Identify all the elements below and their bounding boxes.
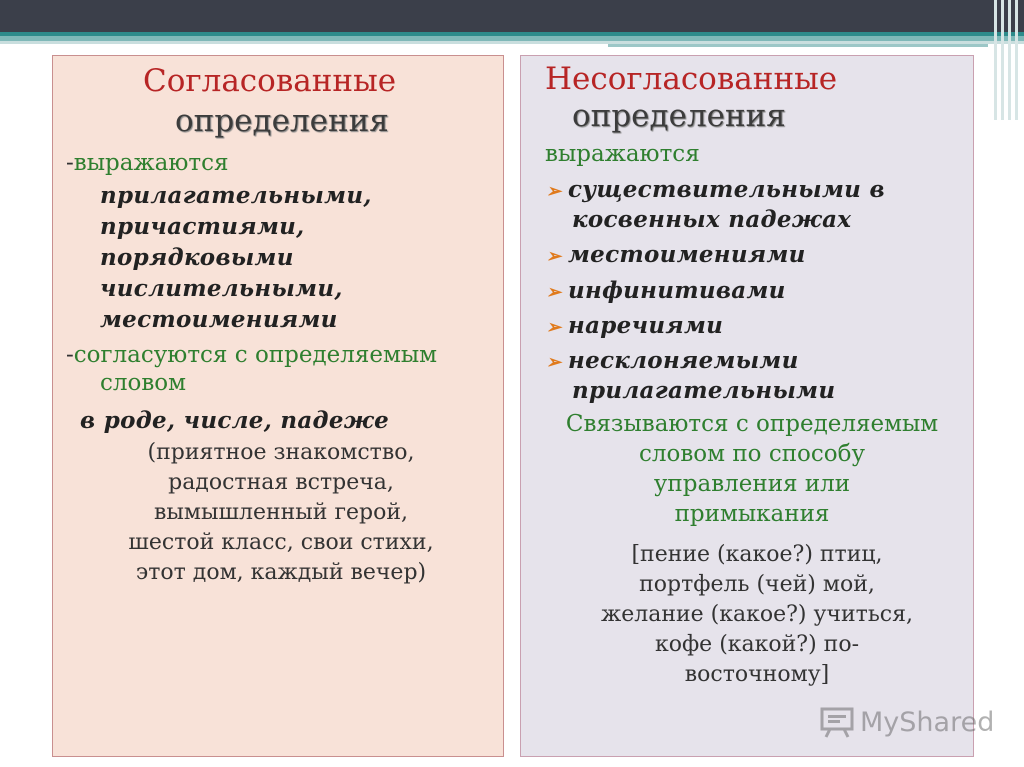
- right-title-line2: определения: [572, 98, 786, 134]
- agreement-features: в роде, числе, падеже: [80, 407, 390, 434]
- right-example: [пение (какое?) птиц,: [631, 542, 883, 567]
- right-example: восточному]: [684, 662, 830, 687]
- connection-line: управления или: [653, 471, 851, 497]
- left-expressed: [66, 150, 228, 177]
- left-examples: [66, 438, 496, 588]
- connection-line: словом по способу: [639, 441, 865, 467]
- dash: -: [66, 150, 74, 176]
- presentation-board-icon: [820, 706, 854, 738]
- left-agree-line2: словом: [100, 370, 187, 396]
- right-form: ➢ инфинитивами: [546, 276, 786, 308]
- left-example: шестой класс, свои стихи,: [128, 530, 434, 555]
- connection-line: Связываются с определяемым: [565, 411, 939, 437]
- left-form: числительными,: [100, 275, 343, 302]
- right-example: желание (какое?) учиться,: [600, 602, 914, 627]
- right-examples: [532, 540, 982, 690]
- left-form: прилагательными,: [100, 182, 372, 209]
- right-form: ➢ местоимениями: [546, 240, 806, 272]
- agree-label: согласуются с определяемым: [73, 342, 438, 368]
- connection-text: [532, 409, 972, 529]
- right-example: кофе (какой?) по-: [654, 632, 860, 657]
- right-expressed: выражаются: [545, 141, 700, 167]
- right-form: ➢ несклоняемыми: [546, 346, 799, 378]
- arrow-bullet-icon: ➢: [546, 317, 562, 338]
- watermark-text: MyShared: [860, 706, 995, 738]
- left-form: местоимениями: [100, 306, 338, 333]
- corner-decoration: [990, 0, 1024, 120]
- right-form: ➢ наречиями: [546, 311, 723, 343]
- top-bar: [0, 0, 1024, 32]
- right-form-cont: прилагательными: [572, 377, 836, 404]
- left-example: этот дом, каждый вечер): [135, 560, 427, 585]
- right-form: ➢ существительными в: [546, 175, 885, 207]
- dash: -: [66, 342, 74, 368]
- left-form: порядковыми: [100, 244, 294, 271]
- watermark: [820, 702, 994, 742]
- left-example: вымышленный герой,: [154, 500, 408, 525]
- right-example: портфель (чей) мой,: [639, 572, 875, 597]
- left-example: радостная встреча,: [168, 470, 394, 495]
- header-stripe: [608, 44, 988, 47]
- left-example: (приятное знакомство,: [147, 440, 415, 465]
- expressed-label: выражаются: [73, 150, 229, 176]
- arrow-bullet-icon: ➢: [546, 246, 562, 267]
- arrow-bullet-icon: ➢: [546, 352, 562, 373]
- arrow-bullet-icon: ➢: [546, 282, 562, 303]
- left-form: причастиями,: [100, 213, 305, 240]
- connection-line: примыкания: [674, 501, 830, 527]
- left-title-line1: Согласованные: [143, 63, 397, 99]
- right-title-line1: Несогласованные: [545, 61, 838, 97]
- arrow-bullet-icon: ➢: [546, 181, 562, 202]
- left-agree-line1: [66, 342, 437, 369]
- left-title-line2: определения: [175, 103, 389, 139]
- right-form-cont: косвенных падежах: [572, 206, 852, 233]
